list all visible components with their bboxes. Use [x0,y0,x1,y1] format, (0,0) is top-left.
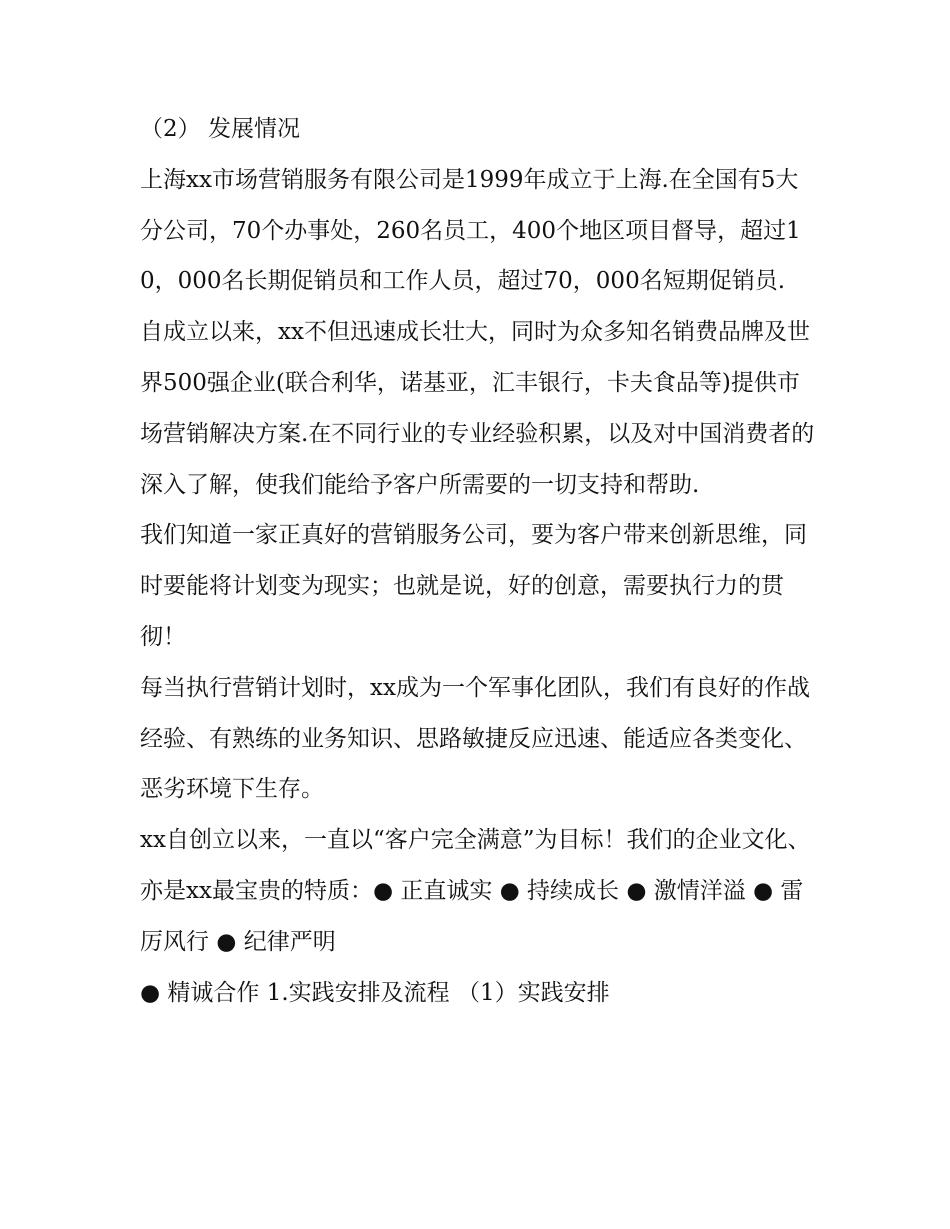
paragraph-execution-team: 每当执行营销计划时，xx成为一个军事化团队，我们有良好的作战经验、有熟练的业务知识、思路敏捷反应迅速、能适应各类变化、恶劣环境下生存。 [140,674,810,803]
document-body [140,104,820,1018]
paragraph-company-overview: 上海xx市场营销服务有限公司是1999年成立于上海.在全国有5大分公司，70个办事处，260名员工，400个地区项目督导，超过10，000名长期促销员和工作人员，超过70，000名短期促销员. [140,166,801,295]
paragraph-growth-and-clients: 自成立以来，xx不但迅速成长壮大，同时为众多知名销费品牌及世界500强企业(联合利华，诺基亚，汇丰银行，卡夫食品等)提供市场营销解决方案.在不同行业的专业经验积累，以及对中国消费者的深入了解，使我们能给予客户所需要的一切支持和帮助. [140,319,815,498]
paragraph-practice-arrangement: ● 精诚合作 1.实践安排及流程 （1）实践安排 [140,979,610,1006]
section-heading: （2） 发展情况 [140,116,300,142]
paragraph-corporate-culture: xx自创立以来，一直以“客户完全满意”为目标！我们的企业文化、亦是xx最宝贵的特质：● 正直诚实 ● 持续成长 ● 激情洋溢 ● 雷厉风行 ● 纪律严明 [140,827,811,955]
paragraph-service-philosophy: 我们知道一家正真好的营销服务公司，要为客户带来创新思维，同时要能将计划变为现实；也就是说，好的创意，需要执行力的贯彻！ [140,522,807,650]
